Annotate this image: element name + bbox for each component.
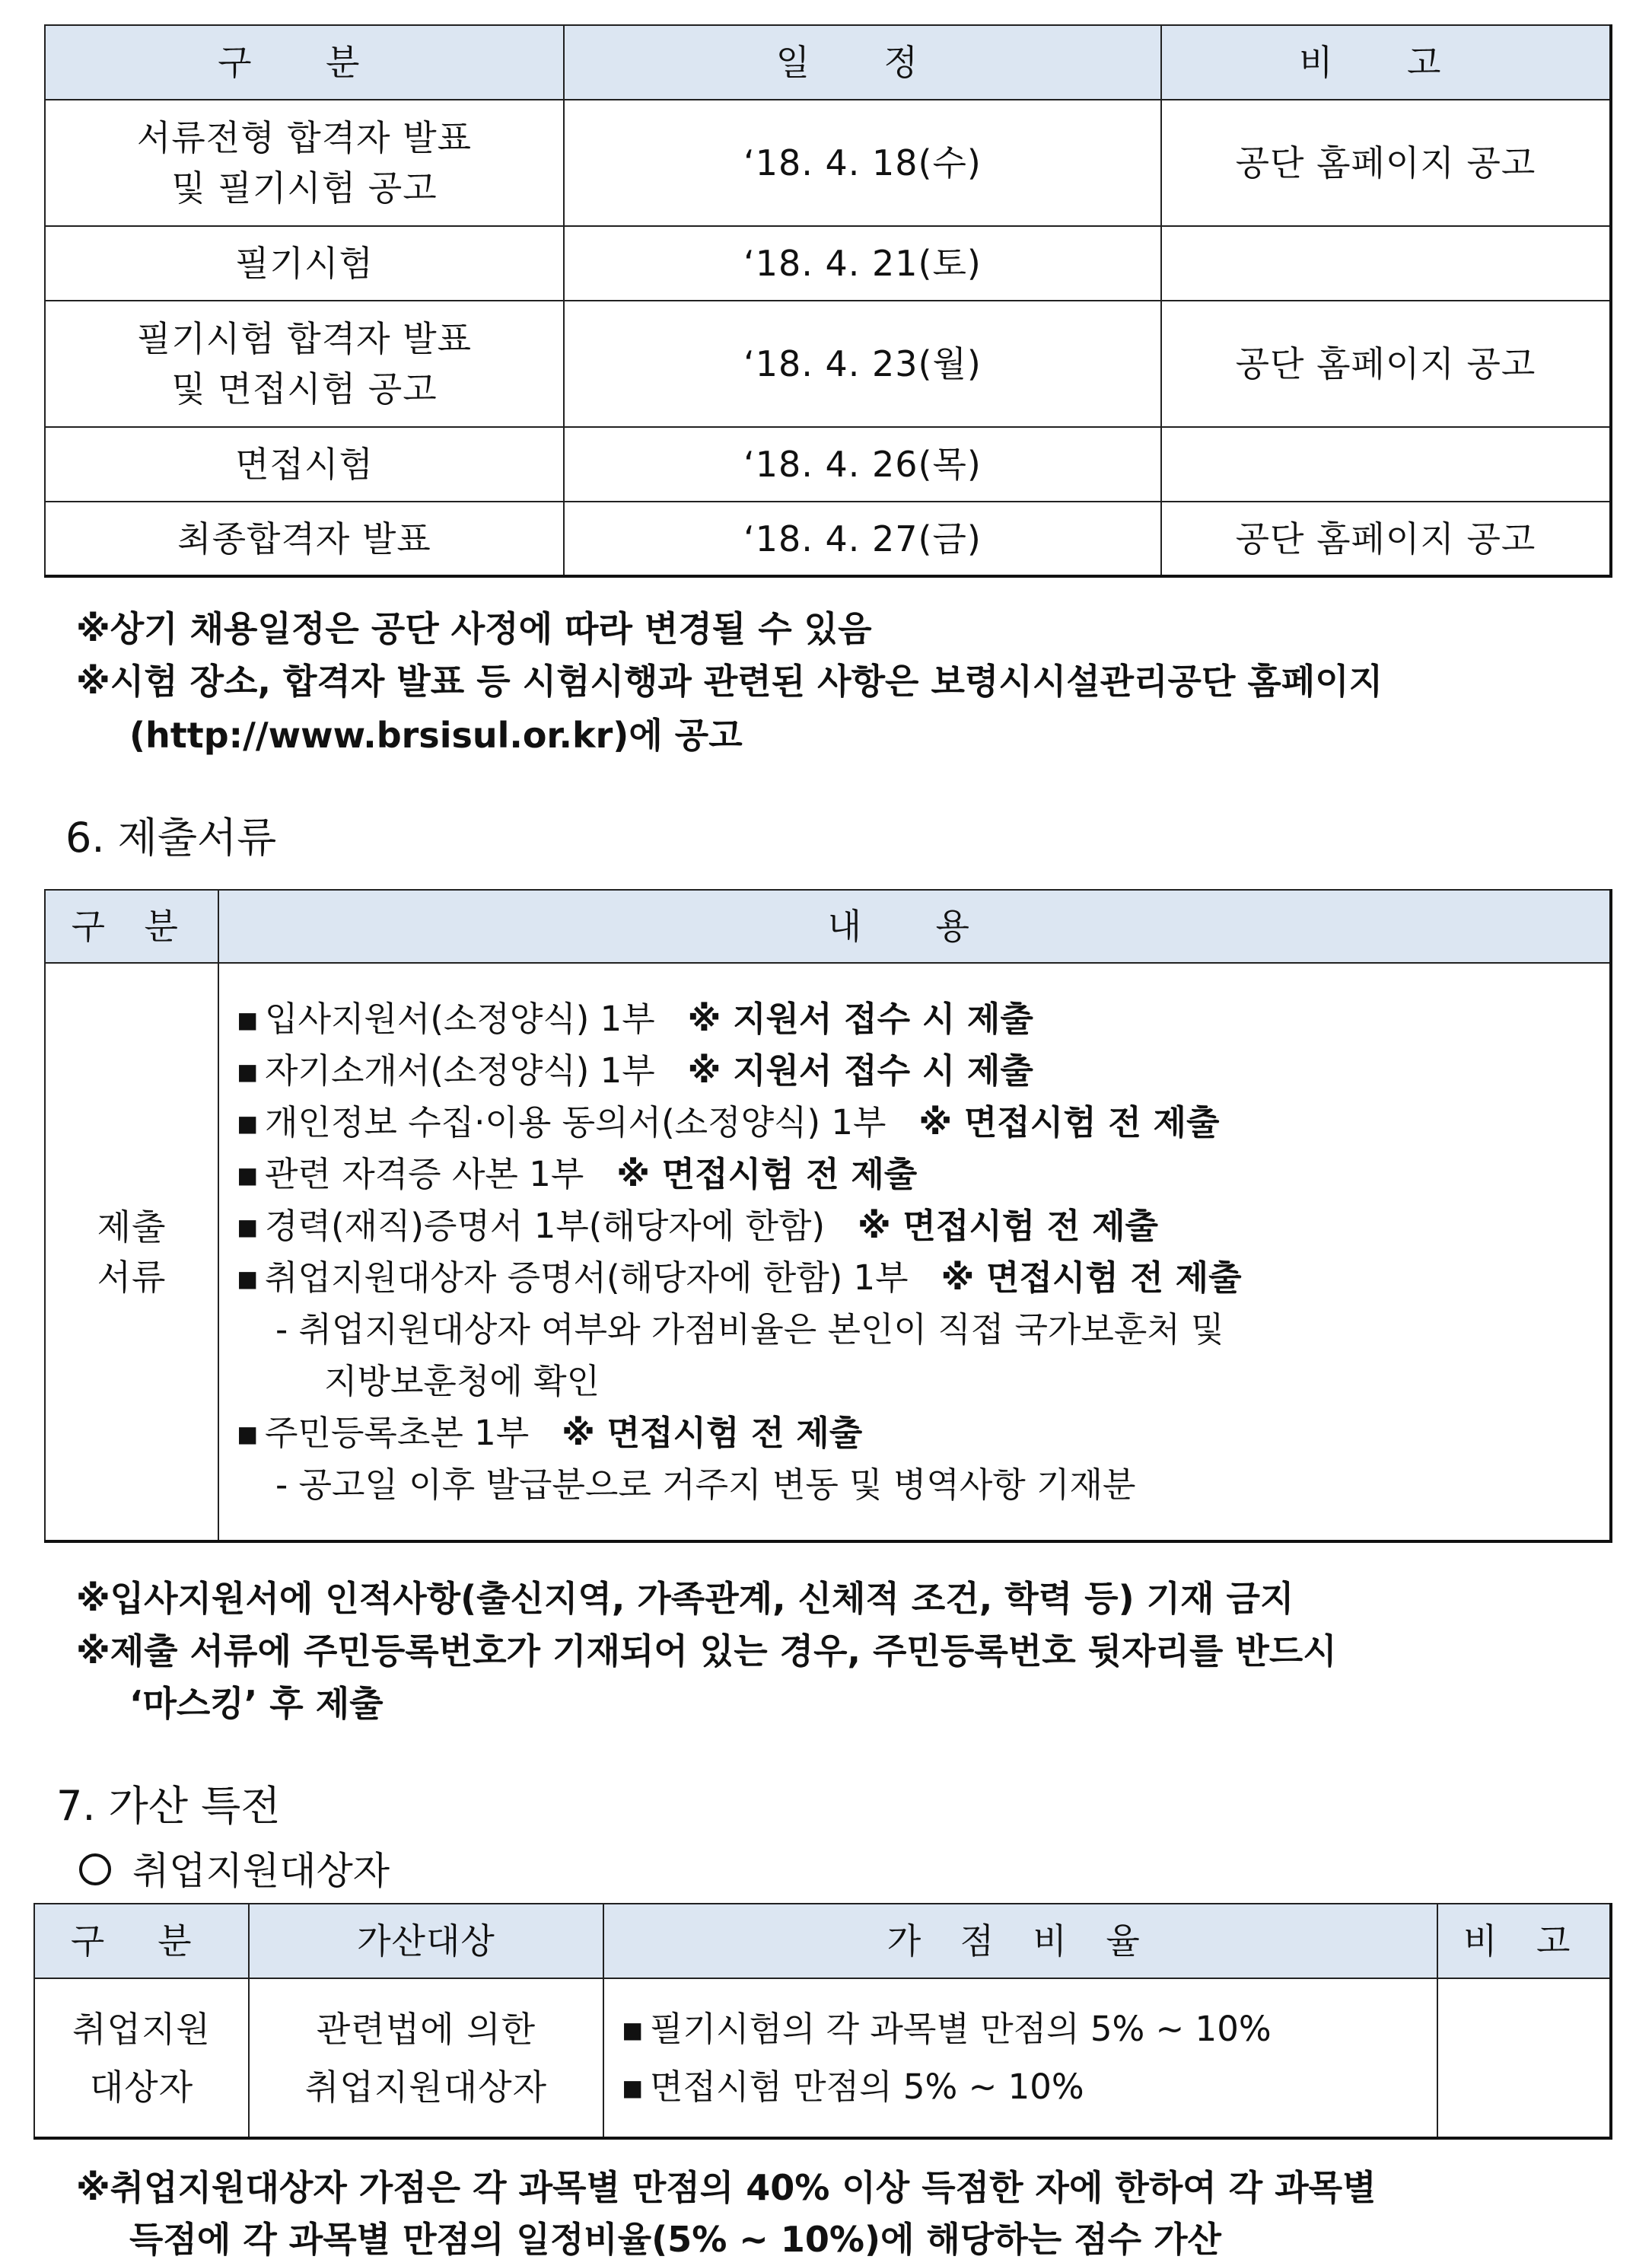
bullet-icon: ▪ [236, 1050, 259, 1091]
row-date: ‘18. 4. 26(목) [564, 427, 1161, 502]
row-category [45, 301, 564, 427]
row-category [45, 100, 564, 226]
item-emphasis: ※ 면접시험 전 제출 [857, 1205, 1159, 1246]
item-emphasis: ※ 면접시험 전 제출 [918, 1101, 1220, 1143]
documents-note-2 [76, 1624, 1337, 1674]
sub-item: - 공고일 이후 발급분으로 거주지 변동 및 병역사항 기재분 [275, 1464, 1136, 1505]
item-text: 경력(재직)증명서 1부(해당자에 한함) [265, 1205, 826, 1246]
category-line: 필기시험 [235, 243, 374, 284]
circle-bullet-icon [79, 1853, 111, 1885]
category-line: 제출 [97, 1206, 167, 1248]
category-line: 면접시험 [235, 444, 374, 485]
note-text: 취업지원대상자 가점은 각 과목별 만점의 40% 이상 득점한 자에 한하여 각 과목별 [110, 2167, 1377, 2208]
header-ratio: 가 점 비 율 [603, 1904, 1437, 1978]
header-remarks: 비 고 [1161, 25, 1611, 100]
table-row [45, 963, 1611, 1541]
list-item [621, 2000, 1437, 2058]
row-note: 공단 홈페이지 공고 [1161, 502, 1611, 576]
header-schedule: 일 정 [564, 25, 1161, 100]
item-text: 주민등록초본 1부 [265, 1412, 530, 1453]
target-line: 취업지원대상자 [304, 2066, 548, 2108]
documents-list [218, 963, 1611, 1541]
item-text: 필기시험의 각 과목별 만점의 5% ~ 10% [650, 2008, 1272, 2049]
category-line: 취업지원 [72, 2008, 211, 2050]
reference-mark: ※ [76, 2167, 110, 2208]
schedule-note-2-cont: (http://www.brsisul.or.kr)에 공고 [129, 715, 743, 756]
bonus-ratio [603, 1978, 1437, 2138]
note-text: 입사지원서에 인적사항(출신지역, 가족관계, 신체적 조건, 학력 등) 기재 금지 [110, 1578, 1294, 1619]
row-note: 공단 홈페이지 공고 [1161, 301, 1611, 427]
bullet-icon: ▪ [236, 1412, 259, 1453]
list-item [236, 1149, 1609, 1200]
bonus-note-1 [76, 2160, 1377, 2210]
schedule-table [44, 24, 1612, 578]
row-date: ‘18. 4. 27(금) [564, 502, 1161, 576]
bonus-target [249, 1978, 603, 2138]
documents-table [44, 889, 1612, 1543]
bonus-table [33, 1903, 1612, 2140]
category-line: 최종합격자 발표 [177, 518, 431, 559]
item-emphasis: ※ 면접시험 전 제출 [562, 1412, 863, 1453]
item-text: 자기소개서(소정양식) 1부 [265, 1050, 655, 1091]
bullet-icon: ▪ [236, 1205, 259, 1246]
list-item [236, 1097, 1609, 1149]
bonus-note-1-cont: 득점에 각 과목별 만점의 일정비율(5% ~ 10%)에 해당하는 점수 가산 [129, 2219, 1221, 2260]
item-text: 취업지원대상자 증명서(해당자에 한함) 1부 [265, 1257, 909, 1298]
header-category: 구 분 [34, 1904, 249, 1978]
header-content: 내 용 [218, 890, 1611, 963]
category-line: 및 면접시험 공고 [171, 368, 438, 410]
documents-category [45, 963, 218, 1541]
table-row [45, 100, 1611, 226]
bullet-icon: ▪ [236, 1257, 259, 1298]
sub-item: - 취업지원대상자 여부와 가점비율은 본인이 직접 국가보훈처 및 [275, 1308, 1224, 1350]
documents-note-2-cont: ‘마스킹’ 후 제출 [129, 1683, 384, 1724]
item-text: 면접시험 만점의 5% ~ 10% [650, 2066, 1084, 2107]
bullet-icon: ▪ [621, 2066, 645, 2107]
table-row [45, 502, 1611, 576]
subtitle-text: 취업지원대상자 [132, 1849, 390, 1893]
bullet-icon: ▪ [236, 1101, 259, 1143]
item-text: 관련 자격증 사본 1부 [265, 1153, 584, 1194]
section-7-title: 7. 가산 특전 [56, 1782, 281, 1830]
item-text: 입사지원서(소정양식) 1부 [265, 998, 655, 1039]
reference-mark: ※ [76, 1578, 110, 1619]
reference-mark: ※ [76, 1630, 110, 1672]
row-date: ‘18. 4. 21(토) [564, 226, 1161, 301]
category-line: 및 필기시험 공고 [171, 167, 438, 209]
header-target: 가산대상 [249, 1904, 603, 1978]
schedule-note-2 [76, 654, 1383, 704]
row-note: 공단 홈페이지 공고 [1161, 100, 1611, 226]
row-category [45, 226, 564, 301]
bullet-icon: ▪ [236, 998, 259, 1039]
bonus-note [1437, 1978, 1611, 2138]
row-note [1161, 226, 1611, 301]
item-emphasis: ※ 면접시험 전 제출 [941, 1257, 1242, 1298]
row-category [45, 427, 564, 502]
section-7-subtitle [79, 1841, 390, 1895]
note-text: 상기 채용일정은 공단 사정에 따라 변경될 수 있음 [110, 608, 872, 649]
list-item [236, 1200, 1609, 1252]
header-remarks: 비 고 [1437, 1904, 1611, 1978]
row-category [45, 502, 564, 576]
list-item [236, 1252, 1609, 1304]
category-line: 대상자 [89, 2066, 194, 2108]
table-row [45, 427, 1611, 502]
schedule-note-1 [76, 601, 872, 652]
item-emphasis: ※ 지원서 접수 시 제출 [687, 998, 1033, 1039]
row-date: ‘18. 4. 18(수) [564, 100, 1161, 226]
header-category: 구 분 [45, 25, 564, 100]
bullet-icon: ▪ [236, 1153, 259, 1194]
table-row [45, 226, 1611, 301]
item-emphasis: ※ 지원서 접수 시 제출 [687, 1050, 1033, 1091]
documents-note-1 [76, 1571, 1294, 1621]
sub-item-cont: 지방보훈청에 확인 [324, 1360, 600, 1401]
item-emphasis: ※ 면접시험 전 제출 [616, 1153, 918, 1194]
table-row [45, 301, 1611, 427]
list-item [621, 2058, 1437, 2116]
item-text: 개인정보 수집·이용 동의서(소정양식) 1부 [265, 1101, 886, 1143]
list-item [236, 1407, 1609, 1459]
row-date: ‘18. 4. 23(월) [564, 301, 1161, 427]
bonus-category [34, 1978, 249, 2138]
target-line: 관련법에 의한 [316, 2008, 536, 2050]
reference-mark: ※ [76, 608, 110, 649]
list-item [236, 1045, 1609, 1097]
bullet-icon: ▪ [621, 2008, 645, 2049]
note-text: 제출 서류에 주민등록번호가 기재되어 있는 경우, 주민등록번호 뒷자리를 반드시 [110, 1630, 1337, 1672]
note-text: 시험 장소, 합격자 발표 등 시험시행과 관련된 사항은 보령시시설관리공단 홈페이지 [110, 661, 1383, 702]
list-item [236, 993, 1609, 1045]
header-category: 구 분 [45, 890, 218, 963]
section-6-title: 6. 제출서류 [65, 814, 277, 862]
row-note [1161, 427, 1611, 502]
reference-mark: ※ [76, 661, 110, 702]
category-line: 서류전형 합격자 발표 [136, 117, 473, 158]
category-line: 서류 [97, 1256, 167, 1298]
table-row [34, 1978, 1611, 2138]
category-line: 필기시험 합격자 발표 [136, 318, 473, 359]
